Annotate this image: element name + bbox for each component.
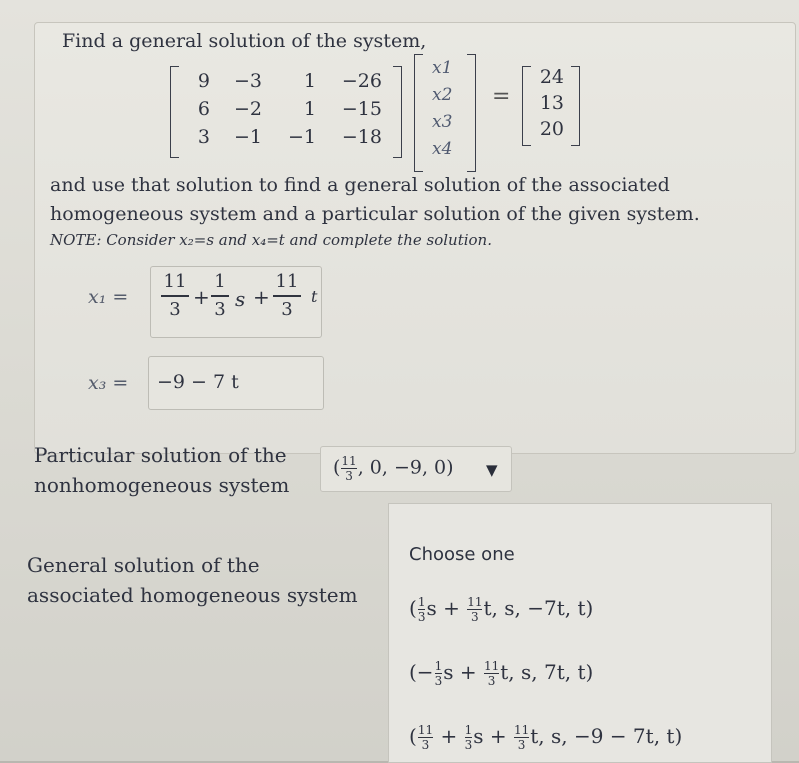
label-line-1: Particular solution of the	[34, 443, 287, 467]
denominator: 3	[281, 298, 293, 320]
general-solution-menu	[388, 503, 772, 763]
option-text: (−	[409, 660, 434, 684]
x1-label: x₁ =	[88, 286, 129, 308]
matrix-cell: 9	[197, 70, 210, 92]
fraction-bar	[211, 295, 229, 297]
vector-var: x3	[432, 112, 453, 132]
small-fraction	[418, 724, 433, 751]
numerator: 1	[434, 659, 443, 673]
x1-fraction-t	[273, 271, 301, 321]
denominator: 3	[434, 674, 443, 688]
right-bracket	[393, 66, 402, 158]
vector-var: x1	[432, 58, 453, 78]
denominator: 3	[517, 738, 526, 752]
coefficient-matrix	[170, 66, 402, 158]
left-bracket	[522, 66, 531, 146]
x3-value: −9 − 7 t	[157, 371, 239, 393]
particular-solution-label	[34, 440, 289, 500]
denominator: 3	[487, 674, 496, 688]
matrix-cell: −26	[341, 70, 382, 92]
matrix-cell: 3	[197, 126, 210, 148]
denominator: 3	[214, 298, 226, 320]
numerator: 1	[214, 271, 226, 292]
variable-vector	[414, 54, 476, 172]
general-solution-label	[27, 550, 358, 610]
numerator: 11	[417, 723, 434, 737]
x3-answer-box[interactable]	[148, 356, 324, 410]
x1-answer-box[interactable]	[150, 266, 322, 338]
matrix-cell: −1	[287, 126, 316, 148]
option-text: t, s, 7t, t)	[500, 660, 594, 684]
rhs-cell: 24	[539, 66, 564, 88]
right-bracket	[571, 66, 580, 146]
x1-fraction-constant	[161, 271, 189, 321]
matrix-cell: −3	[233, 70, 262, 92]
numerator: 11	[467, 595, 483, 609]
s-variable: s	[235, 287, 246, 311]
t-variable: t	[311, 287, 318, 306]
denominator: 3	[471, 610, 479, 624]
numerator: 1	[464, 723, 473, 737]
matrix-cell: −15	[341, 98, 382, 120]
option-text: t, s, −9 − 7t, t)	[530, 724, 683, 748]
label-line-1: General solution of the	[27, 553, 260, 577]
plus-sign: +	[253, 285, 270, 309]
vector-var: x4	[432, 139, 453, 159]
option-text: s +	[473, 724, 507, 748]
option-text: t, s, −7t, t)	[483, 596, 594, 620]
menu-option-2[interactable]	[409, 660, 593, 687]
small-fraction	[467, 596, 482, 623]
left-bracket	[170, 66, 179, 158]
matrix-cell: 6	[197, 98, 210, 120]
small-fraction	[418, 596, 426, 623]
matrix-cell: 1	[303, 70, 316, 92]
option-text: +	[440, 724, 458, 748]
option-text: s +	[443, 660, 477, 684]
rhs-vector	[522, 66, 580, 146]
small-fraction	[341, 455, 356, 482]
option-text: (	[409, 724, 417, 748]
small-fraction	[435, 660, 443, 687]
numerator: 1	[417, 595, 426, 609]
small-fraction	[484, 660, 499, 687]
instructions-line-1: and use that solution to find a general solution of the associated	[50, 174, 670, 196]
small-fraction	[465, 724, 473, 751]
question-prompt: Find a general solution of the system,	[62, 30, 427, 52]
x3-label: x₃ =	[88, 372, 129, 394]
numerator: 11	[163, 271, 187, 292]
option-text: s +	[426, 596, 460, 620]
fraction-bar	[273, 295, 301, 297]
denominator: 3	[421, 738, 430, 752]
menu-option-3[interactable]	[409, 724, 682, 751]
label-line-2: nonhomogeneous system	[34, 473, 290, 497]
denominator: 3	[169, 298, 181, 320]
vector-var: x2	[432, 85, 453, 105]
denominator: 3	[417, 610, 426, 624]
selected-value	[333, 455, 454, 482]
note-text: NOTE: Consider x₂=s and x₄=t and complete the solution.	[50, 231, 492, 249]
matrix-cell: 1	[303, 98, 316, 120]
matrix-cell: −1	[233, 126, 262, 148]
equals-sign: =	[492, 84, 511, 109]
small-fraction	[514, 724, 529, 751]
right-bracket	[467, 54, 476, 172]
matrix-cell: −18	[341, 126, 382, 148]
numerator: 11	[275, 271, 299, 292]
numerator: 11	[483, 659, 500, 673]
chevron-down-icon[interactable]: ▼	[486, 461, 498, 479]
left-bracket	[414, 54, 423, 172]
rhs-cell: 13	[539, 92, 564, 114]
menu-option-1[interactable]	[409, 596, 593, 623]
selected-rest: , 0, −9, 0)	[357, 456, 454, 479]
instructions-line-2: homogeneous system and a particular solution of the given system.	[50, 203, 700, 225]
particular-solution-dropdown[interactable]	[320, 446, 512, 492]
open-paren: (	[333, 456, 341, 479]
denominator: 3	[464, 738, 473, 752]
option-text: (	[409, 596, 417, 620]
label-line-2: associated homogeneous system	[27, 583, 358, 607]
x1-fraction-s	[211, 271, 229, 321]
plus-sign: +	[193, 285, 210, 309]
matrix-cell: −2	[233, 98, 262, 120]
numerator: 11	[513, 723, 530, 737]
numerator: 11	[341, 454, 357, 468]
rhs-cell: 20	[539, 118, 564, 140]
denominator: 3	[345, 469, 353, 483]
fraction-bar	[161, 295, 189, 297]
menu-header: Choose one	[409, 544, 515, 565]
